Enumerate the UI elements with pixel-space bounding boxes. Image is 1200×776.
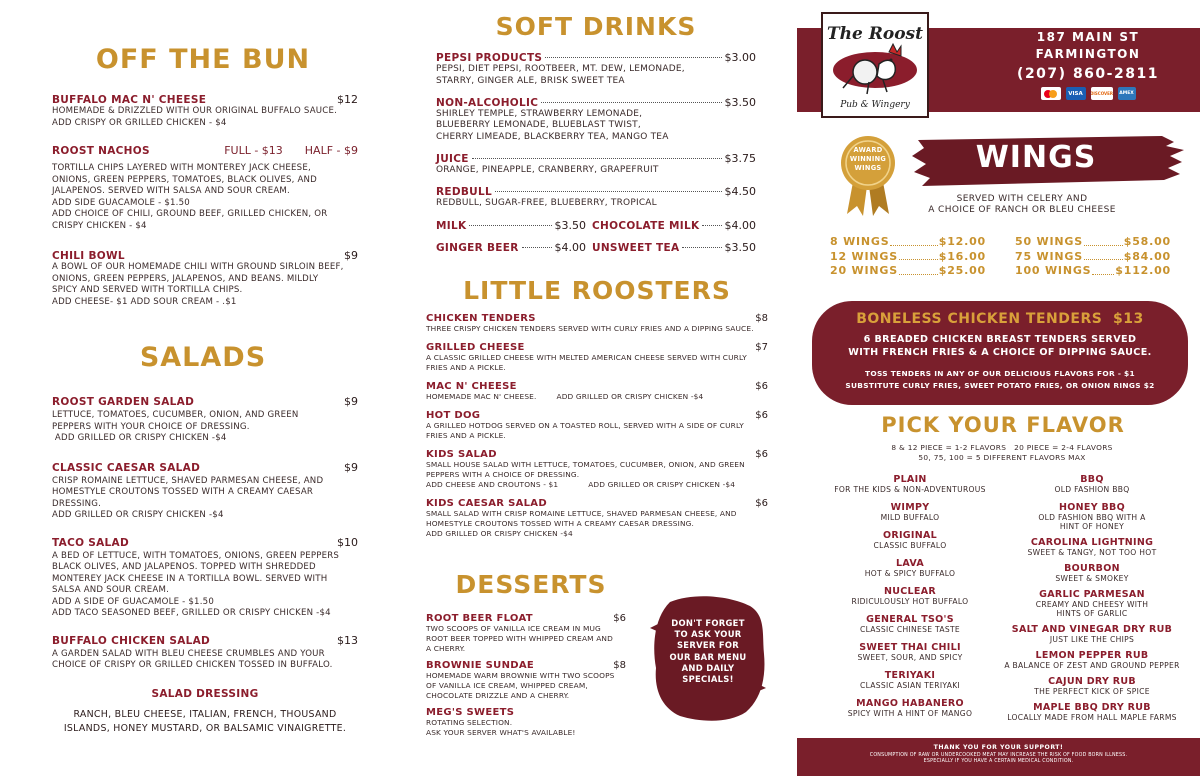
item-price: $10	[337, 535, 358, 549]
item-price: $7	[755, 341, 768, 353]
wings-price-list-right	[1015, 235, 1171, 279]
item-price: $3.50	[724, 240, 756, 254]
item-price: $3.50	[724, 95, 756, 109]
drink-pair-row	[436, 219, 756, 232]
item-price: $6	[613, 613, 626, 624]
menu-item-classic-caesar	[52, 461, 358, 522]
left-column	[52, 40, 358, 736]
drink-pair-row	[436, 241, 756, 254]
logo-title: The Roost	[827, 24, 923, 44]
menu-item-buffalo-chicken-salad	[52, 634, 358, 672]
item-name: NON-ALCOHOLIC	[436, 96, 539, 109]
item-price: $9	[344, 395, 358, 408]
item-name: JUICE	[436, 152, 469, 165]
wing-price-row: 75 WINGS $84.00	[1015, 250, 1171, 265]
item-name: UNSWEET TEA	[592, 241, 680, 254]
item-price: $6	[755, 380, 768, 392]
soft-drinks-list	[426, 51, 756, 254]
desserts-section	[426, 570, 636, 738]
tenders-substitute-note: SUBSTITUTE CURLY FRIES, SWEET POTATO FRIES, OR ONION RINGS $2	[845, 381, 1155, 390]
reminder-text: DON'T FORGET TO ASK YOUR SERVER FOR OUR BAR MENU AND DAILY SPECIALS!	[669, 618, 747, 685]
item-name: CHICKEN TENDERS	[426, 312, 536, 324]
section-title-off-the-bun: OFF THE BUN	[95, 44, 311, 75]
item-name: KIDS CAESAR SALAD	[426, 497, 547, 509]
item-price: $6	[755, 409, 768, 421]
tenders-title: BONELESS CHICKEN TENDERS $13	[856, 311, 1144, 327]
item-price: $12	[337, 93, 358, 106]
wing-price-row: 100 WINGS $112.00	[1015, 264, 1171, 279]
menu-item-roost-garden-salad	[52, 395, 358, 445]
item-name: KIDS SALAD	[426, 448, 497, 460]
item-price: $3.75	[724, 151, 756, 165]
flavor-item: CAROLINA LIGHTNING SWEET & TANGY, NOT TOO HOT	[1027, 537, 1157, 557]
visa-icon: VISA	[1066, 87, 1086, 100]
flavor-list-left	[822, 474, 998, 726]
kids-item: KIDS CAESAR SALAD $6 SMALL SALAD WITH CRISP ROMAINE LETTUCE, SHAVED PARMESAN CHEESE, AND HOMESTYLE CROUTONS TOSSED WITH A CREAMY CAESAR DRESSING. ADD GRILLED OR CRISPY CHICKEN -$4	[426, 497, 768, 538]
menu-item-roost-nachos	[52, 144, 358, 232]
flavor-item: LEMON PEPPER RUB A BALANCE OF ZEST AND GROUND PEPPER	[1004, 650, 1180, 670]
flavor-item: HONEY BBQ OLD FASHION BBQ WITH A HINT OF HONEY	[1038, 502, 1146, 531]
kids-item: CHICKEN TENDERS $8 THREE CRISPY CHICKEN TENDERS SERVED WITH CURLY FRIES AND A DIPPING SAUCE.	[426, 312, 768, 333]
drink-item: JUICE $3.75 ORANGE, PINEAPPLE, CRANBERRY, GRAPEFRUIT	[436, 151, 756, 175]
dessert-item: MEG'S SWEETS ROTATING SELECTION. ASK YOUR SERVER WHAT'S AVAILABLE!	[426, 707, 576, 737]
item-name: BUFFALO MAC N' CHEESE	[52, 94, 207, 106]
section-title-soft-drinks: SOFT DRINKS	[495, 12, 697, 41]
wing-price-row: 50 WINGS $58.00	[1015, 235, 1171, 250]
item-name: CLASSIC CAESAR SALAD	[52, 461, 201, 474]
wings-title: WINGS	[975, 140, 1097, 175]
flavor-item: TERIYAKI CLASSIC ASIAN TERIYAKI	[859, 670, 961, 690]
middle-column	[426, 12, 768, 539]
item-price-half: HALF - $9	[304, 144, 358, 157]
item-desc: A BOWL OF OUR HOMEMADE CHILI WITH GROUND SIRLOIN BEEF, ONIONS, GREEN PEPPERS, JALAPENOS, AND BEANS. MILDLY SPICY AND SERVED WITH TORTILLA CHIPS. ADD CHEESE- $1 ADD SOUR CREAM - .$1	[52, 262, 344, 307]
item-price: $9	[344, 249, 358, 262]
wing-price-row: 8 WINGS $12.00	[830, 235, 986, 250]
item-desc: LETTUCE, TOMATOES, CUCUMBER, ONION, AND GREEN PEPPERS WITH YOUR CHOICE OF DRESSING. ADD GRILLED OR CRISPY CHICKEN -$4	[52, 410, 299, 443]
amex-icon: AMEX	[1118, 87, 1136, 100]
item-price: $6	[755, 448, 768, 460]
flavor-item: ORIGINAL CLASSIC BUFFALO	[873, 530, 947, 550]
section-title-pick-your-flavor: PICK YOUR FLAVOR	[881, 413, 1125, 437]
item-name: BUFFALO CHICKEN SALAD	[52, 634, 211, 647]
section-title-salads: SALADS	[139, 342, 267, 373]
item-name: TACO SALAD	[52, 536, 129, 549]
flavor-item: BBQ OLD FASHION BBQ	[1054, 474, 1130, 494]
salad-dressing-title: SALAD DRESSING	[151, 687, 259, 700]
kids-item: GRILLED CHEESE $7 A CLASSIC GRILLED CHEESE WITH MELTED AMERICAN CHEESE SERVED WITH CURLY FRIES AND A PICKLE.	[426, 341, 768, 372]
item-name: MEG'S SWEETS	[426, 707, 515, 718]
item-price: $8	[613, 660, 626, 671]
logo	[821, 12, 929, 118]
flavor-item: SALT AND VINEGAR DRY RUB JUST LIKE THE CHIPS	[1011, 624, 1173, 644]
flavor-item: GARLIC PARMESAN CREAMY AND CHEESY WITH HINTS OF GARLIC	[1035, 589, 1149, 618]
item-name: MAC N' CHEESE	[426, 380, 517, 392]
award-text: AWARD WINNING WINGS	[849, 146, 887, 172]
mastercard-icon	[1041, 87, 1061, 100]
item-name: MILK	[436, 219, 467, 232]
item-price: $13	[337, 633, 358, 647]
boneless-tenders-box	[812, 301, 1188, 405]
menu-item-taco-salad	[52, 536, 358, 620]
flavor-item: GENERAL TSO'S CLASSIC CHINESE TASTE	[859, 614, 961, 634]
item-name: GINGER BEER	[436, 241, 519, 254]
section-title-desserts: DESSERTS	[455, 570, 607, 599]
item-price: $4.00	[554, 240, 586, 254]
kids-item: MAC N' CHEESE $6 HOMEMADE MAC N' CHEESE. ADD GRILLED OR CRISPY CHICKEN -$4	[426, 380, 768, 401]
bar-menu-reminder	[650, 594, 766, 722]
footer-thanks: THANK YOU FOR YOUR SUPPORT!	[933, 744, 1064, 751]
flavor-rules: 8 & 12 PIECE = 1-2 FLAVORS 20 PIECE = 2-4 FLAVORS 50, 75, 100 = 5 DIFFERENT FLAVORS MAX	[891, 443, 1113, 462]
dessert-item: ROOT BEER FLOAT $6 TWO SCOOPS OF VANILLA ICE CREAM IN MUG ROOT BEER TOPPED WITH WHIPPED CREAM AND A CHERRY.	[426, 613, 626, 653]
item-desc: A GARDEN SALAD WITH BLEU CHEESE CRUMBLES AND YOUR CHOICE OF CRISPY OR GRILLED CHICKEN TOSSED IN BUFFALO.	[52, 648, 333, 670]
footer-warning-2: ESPECIALLY IF YOU HAVE A CERTAIN MEDICAL CONDITION.	[923, 759, 1074, 764]
drink-item: REDBULL $4.50 REDBULL, SUGAR-FREE, BLUEBERRY, TROPICAL	[436, 184, 756, 208]
little-roosters-list	[426, 313, 768, 539]
salad-dressing-list: RANCH, BLEU CHEESE, ITALIAN, FRENCH, THOUSAND ISLANDS, HONEY MUSTARD, OR BALSAMIC VINAIGRETTE.	[63, 708, 347, 734]
item-name: BROWNIE SUNDAE	[426, 660, 535, 671]
item-price-full: FULL - $13	[224, 144, 283, 157]
footer-band	[797, 738, 1200, 776]
logo-subtitle: Pub & Wingery	[840, 100, 910, 110]
flavor-item: PLAIN FOR THE KIDS & NON-ADVENTUROUS	[834, 474, 986, 494]
item-name: ROOT BEER FLOAT	[426, 613, 533, 624]
item-desc: CRISP ROMAINE LETTUCE, SHAVED PARMESAN CHEESE, AND HOMESTYLE CROUTONS TOSSED WITH A CREAMY CAESAR DRESSING. ADD GRILLED OR CRISPY CHICKEN -$4	[52, 475, 324, 520]
phone-number: (207) 860-2811	[1017, 66, 1159, 82]
item-price: $4.50	[724, 184, 756, 198]
item-name: ROOST GARDEN SALAD	[52, 396, 195, 408]
item-name: HOT DOG	[426, 409, 481, 421]
drink-item: PEPSI PRODUCTS $3.00 PEPSI, DIET PEPSI, ROOTBEER, MT. DEW, LEMONADE, STARRY, GINGER ALE, BRISK SWEET TEA	[436, 51, 756, 86]
discover-icon: DISCOVER	[1091, 87, 1113, 100]
menu-item-buffalo-mac	[52, 93, 358, 129]
flavor-item: MAPLE BBQ DRY RUB LOCALLY MADE FROM HALL MAPLE FARMS	[1007, 702, 1177, 722]
item-desc: A BED OF LETTUCE, WITH TOMATOES, ONIONS, GREEN PEPPERS BLACK OLIVES, AND JALAPENOS. TOPPED WITH SHREDDED MONTEREY JACK CHEESE IN A TORTILLA BOWL. SERVED WITH SALSA AND SOUR CREAM. ADD A SIDE OF GUACAMOLE - $1.50 ADD TACO SEASONED BEEF, GRILLED OR CRISPY CHICKEN -$4	[52, 550, 340, 618]
item-name: CHOCOLATE MILK	[592, 219, 700, 232]
item-price: $6	[755, 497, 768, 509]
award-badge	[835, 134, 901, 218]
kids-item: KIDS SALAD $6 SMALL HOUSE SALAD WITH LETTUCE, TOMATOES, CUCUMBER, ONION, AND GREEN PEPPERS WITH A CHOICE OF DRESSING. ADD CHEESE AND CROUTONS - $1 ADD GRILLED OR CRISPY CHICKEN -$4	[426, 448, 768, 489]
drink-item: NON-ALCOHOLIC $3.50 SHIRLEY TEMPLE, STRAWBERRY LEMONADE, BLUEBERRY LEMONADE, BLUEBLAST TWIST, CHERRY LIMEADE, BLACKBERRY TEA, MANGO TEA	[436, 95, 756, 143]
flavor-item: SWEET THAI CHILI SWEET, SOUR, AND SPICY	[857, 642, 963, 662]
flavor-item: BOURBON SWEET & SMOKEY	[1055, 563, 1129, 583]
dessert-item: BROWNIE SUNDAE $8 HOMEMADE WARM BROWNIE WITH TWO SCOOPS OF VANILLA ICE CREAM, WHIPPED CREAM, CHOCOLATE DRIZZLE AND A CHERRY.	[426, 660, 626, 700]
item-desc: HOMEMADE & DRIZZLED WITH OUR ORIGINAL BUFFALO SAUCE. ADD CRISPY OR GRILLED CHICKEN - $4	[52, 106, 338, 128]
wings-price-list-left	[830, 235, 986, 279]
address-line-1: 187 MAIN ST	[1036, 30, 1140, 44]
item-price: $9	[344, 460, 358, 474]
item-name: GRILLED CHEESE	[426, 341, 525, 353]
menu-item-chili-bowl	[52, 249, 358, 308]
item-name: PEPSI PRODUCTS	[436, 52, 543, 64]
contact-info	[1008, 30, 1168, 100]
wing-price-row: 12 WINGS $16.00	[830, 250, 986, 265]
item-desc: TORTILLA CHIPS LAYERED WITH MONTEREY JACK CHEESE, ONIONS, GREEN PEPPERS, TOMATOES, BLACK OLIVES, AND JALAPENOS. SERVED WITH SALSA AND SOUR CREAM. ADD SIDE GUACAMOLE - $1.50 ADD CHOICE OF CHILI, GROUND BEEF, GRILLED CHICKEN, OR CRISPY CHICKEN - $4	[52, 163, 328, 231]
item-price: $3.50	[554, 218, 586, 232]
flavor-list-right	[996, 474, 1188, 728]
tenders-desc: 6 BREADED CHICKEN BREAST TENDERS SERVED WITH FRENCH FRIES & A CHOICE OF DIPPING SAUCE.	[848, 334, 1152, 358]
flavor-item: MANGO HABANERO SPICY WITH A HINT OF MANGO	[847, 698, 973, 718]
flavor-item: CAJUN DRY RUB THE PERFECT KICK OF SPICE	[1034, 676, 1150, 696]
section-title-little-roosters: LITTLE ROOSTERS	[463, 275, 731, 305]
item-name: CHILI BOWL	[52, 250, 125, 262]
tenders-toss-note: TOSS TENDERS IN ANY OF OUR DELICIOUS FLAVORS FOR - $1	[865, 369, 1135, 378]
wings-banner	[912, 134, 1188, 188]
kids-item: HOT DOG $6 A GRILLED HOTDOG SERVED ON A TOASTED ROLL, SERVED WITH A SIDE OF CURLY FRIES AND A PICKLE.	[426, 409, 768, 440]
flavor-item: NUCLEAR RIDICULOUSLY HOT BUFFALO	[851, 586, 969, 606]
flavor-item: LAVA HOT & SPICY BUFFALO	[864, 558, 956, 578]
card-icons	[1008, 87, 1168, 100]
address-line-2: FARMINGTON	[1035, 47, 1141, 61]
item-name: ROOST NACHOS	[52, 145, 150, 157]
item-price: $4.00	[724, 218, 756, 232]
item-name: REDBULL	[436, 185, 492, 198]
wing-price-row: 20 WINGS $25.00	[830, 264, 986, 279]
footer-warning-1: CONSUMPTION OF RAW OR UNDERCOOKED MEAT MAY INCREASE THE RISK OF FOOD BORN ILLNESS.	[869, 753, 1128, 758]
flavor-item: WIMPY MILD BUFFALO	[880, 502, 940, 522]
item-price: $8	[755, 312, 768, 324]
wings-subtitle: SERVED WITH CELERY AND A CHOICE OF RANCH OR BLEU CHEESE	[928, 194, 1116, 215]
item-price: $3.00	[724, 51, 756, 64]
